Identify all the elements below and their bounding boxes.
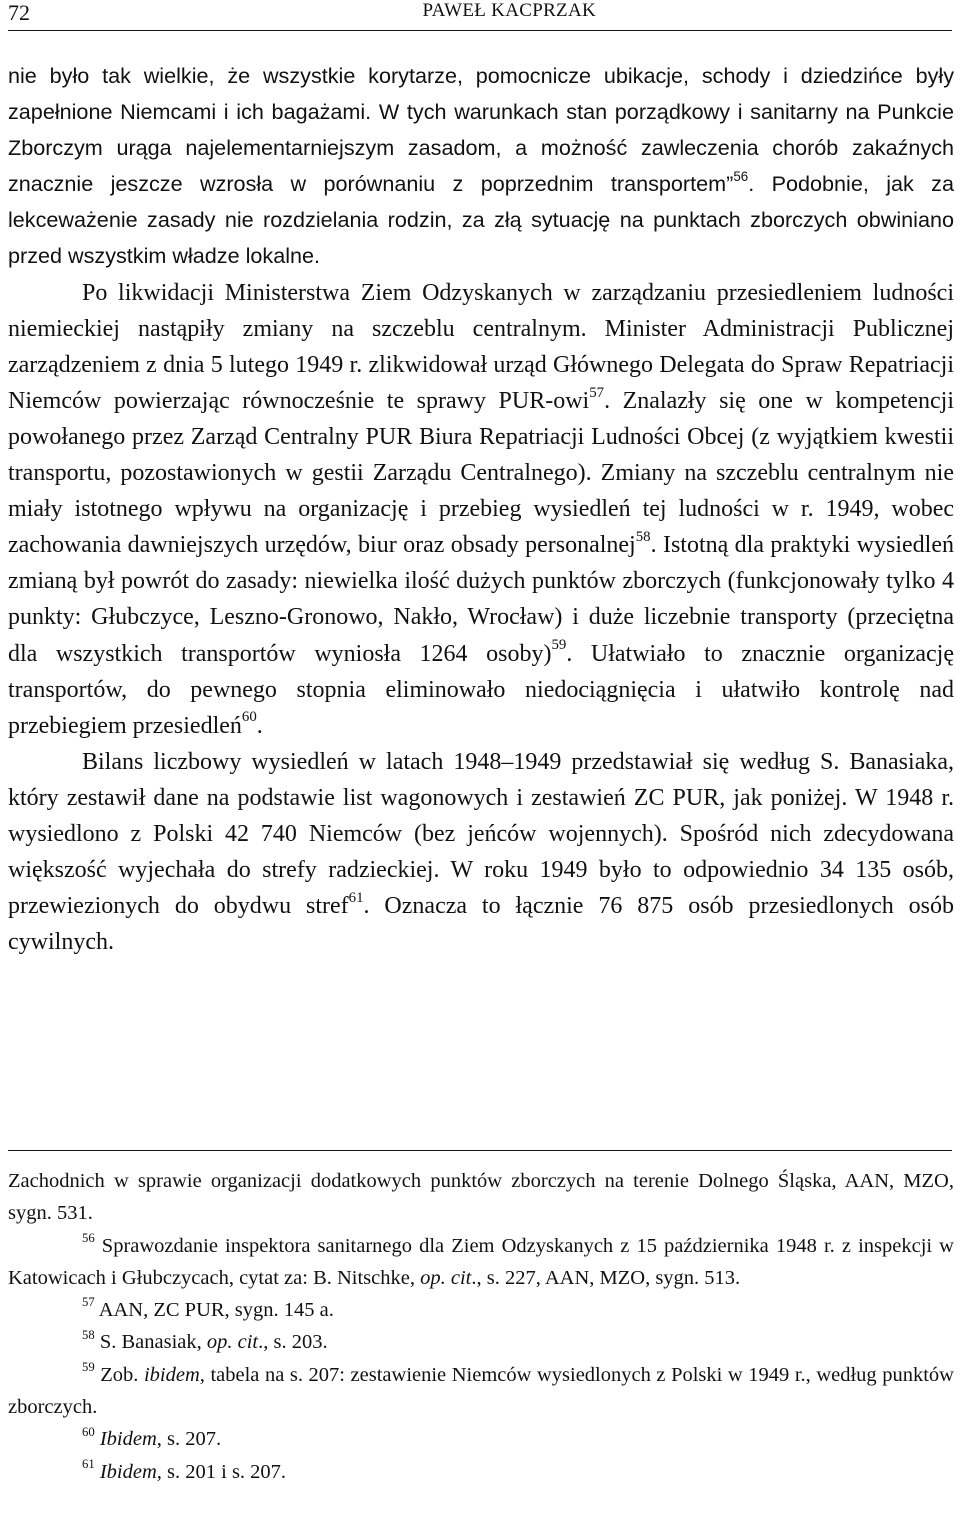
page-header: [8, 0, 952, 28]
paragraph-1: [8, 58, 954, 275]
text-run: AAN, ZC PUR, sygn. 145 a.: [94, 1299, 334, 1322]
paragraph-3: [8, 744, 954, 961]
text-run: .: [256, 712, 263, 739]
text-run-italic: ibidem,: [143, 1363, 205, 1386]
text-run: Sprawozdanie inspektora sanitarnego dla Ziem Odzyskanych z 15 października 1948 r. z inspekcji w Katowicach i Głubczycach, cytat za: B. Nitschke,: [8, 1234, 954, 1289]
text-run-italic: op. cit: [206, 1331, 259, 1354]
footnote-ref-61[interactable]: 61: [348, 889, 364, 906]
footnote-number: 59: [82, 1360, 95, 1375]
footnote-60: [8, 1423, 954, 1455]
footnote-ref-57[interactable]: 57: [589, 384, 605, 401]
footnote-number: 58: [82, 1327, 95, 1342]
text-run: ., s. 227, AAN, MZO, sygn. 513.: [471, 1266, 741, 1289]
footnote-continuation: Zachodnich w sprawie organizacji dodatkowych punktów zborczych na terenie Dolnego Śląska, AAN, MZO, sygn. 531.: [8, 1170, 954, 1225]
header-rule: [8, 30, 952, 31]
footnote-number: 56: [82, 1230, 95, 1245]
running-head-author: PAWEŁ KACPRZAK: [422, 0, 596, 21]
text-run-italic: Ibidem: [99, 1428, 157, 1451]
footnote-number: 61: [82, 1456, 95, 1471]
footnote-number: 57: [82, 1295, 95, 1310]
text-run: s. 201 i s. 207.: [161, 1460, 287, 1483]
text-run: Bilans liczbowy wysiedleń w latach 1948–1949 przedstawiał się według S. Banasiaka, który zestawił dane na podstawie list wagonowych i zestawień ZC PUR, jak poniżej. W 1948 r. wysiedlono z Polski 42 740 Niemców (bez jeńców wojennych). Spośród nich zdecydowana większość wyjechała do strefy radzieckiej. W roku 1949 było to odpowiednio 34 135 osób, przewiezionych do obydwu stref: [8, 748, 954, 920]
text-run-italic: op. cit: [420, 1266, 472, 1289]
footnote-ref-56[interactable]: 56: [733, 169, 749, 185]
footnote-ref-58[interactable]: 58: [635, 529, 651, 545]
text-run: . Podobnie, jak za lekceważenie zasady nie rozdzielania rodzin, za złą sytuację na punktach zborczych obwiniano przed wszystkim władze lokalne.: [8, 171, 954, 269]
text-run: Zob.: [94, 1363, 144, 1386]
text-run: ., s. 203.: [258, 1331, 328, 1354]
paragraph-2: [8, 275, 954, 744]
text-run: S. Banasiak,: [94, 1331, 207, 1354]
text-run: nie było tak wielkie, że wszystkie korytarze, pomocnicze ubikacje, schody i dziedzińce były zapełnione Niemcami i ich bagażami. W tych warunkach stan porządkowy i sanitarny na Punkcie Zborczym urąga najelementarniejszym zasadom, a możność zawleczenia chorób zakaźnych znacznie jeszcze wzrosła w porównaniu z poprzednim transportem”: [8, 63, 954, 197]
footnote-rule: [8, 1150, 952, 1151]
page-number: 72: [8, 0, 30, 25]
footnote-56: [8, 1230, 954, 1295]
footnote-ref-59[interactable]: 59: [551, 637, 567, 654]
text-run: . Znalazły się one w kompetencji powołanego przez Zarząd Centralny PUR Biura Repatriacji Ludności Obcej (z wyjątkiem kwestii transportu, pozostawionych w gestii Zarządu Centralnego). Zmiany na szczeblu centralnym nie miały istotnego wpływu na organizację i przebieg wysiedleń tej ludności w r. 1949, wobec zachowania dawniejszych urzędów, biur oraz obsady personalnej: [8, 387, 954, 559]
footnote-59: [8, 1359, 954, 1424]
text-run: . Ułatwiało to znacznie organizację transportów, do pewnego stopnia eliminowało niedociągnięcia i ułatwiło kontrolę nad przebiegiem przesiedleń: [8, 640, 954, 739]
footnote-ref-60[interactable]: 60: [241, 709, 257, 726]
footnotes: [8, 1165, 954, 1488]
text-run: tabela na s. 207: zestawienie Niemców wysiedlonych z Polski w 1949 r., według punktów zborczych.: [8, 1363, 954, 1419]
footnote-58: [8, 1326, 954, 1358]
footnote-57: [8, 1294, 954, 1326]
body-text: [8, 58, 954, 960]
text-run: . Istotną dla praktyki wysiedleń zmianą był powrót do zasady: niewielka ilość dużych punktów zborczych (funkcjonowały tylko 4 punkty: Głubczyce, Leszno-Gronowo, Nakło, Wrocław) i duże liczebnie transporty (przeciętna dla wszystkich transportów wyniosła 1264 osoby): [8, 532, 954, 667]
text-run: , s. 207.: [156, 1428, 222, 1451]
text-run: Po likwidacji Ministerstwa Ziem Odzyskanych w zarządzaniu przesiedleniem ludności niemieckiej nastąpiły zmiany na szczeblu centralnym. Minister Administracji Publicznej zarządzeniem z dnia 5 lutego 1949 r. zlikwidował urząd Głównego Delegata do Spraw Repatriacji Niemców powierzając równocześnie te sprawy PUR-owi: [8, 279, 954, 414]
text-run-italic: Ibidem,: [99, 1460, 162, 1483]
text-run: . Oznacza to łącznie 76 875 osób przesiedlonych osób cywilnych.: [8, 893, 954, 956]
footnote-61: [8, 1456, 954, 1488]
footnote-number: 60: [82, 1424, 95, 1439]
